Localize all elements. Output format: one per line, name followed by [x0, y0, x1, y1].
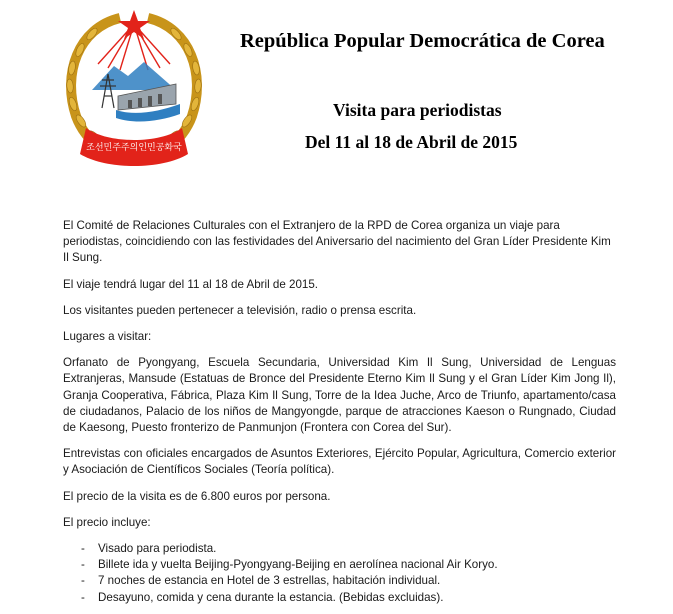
document-body	[63, 218, 616, 606]
places-paragraph: Orfanato de Pyongyang, Escuela Secundaria, Universidad Kim Il Sung, Universidad de Lenguas Extranjeras, Mansude (Estatuas de Bronce del Presidente Eterno Kim Il Sung y el Gran Líder Kim Jong Il), Granja Cooperativa, Fábrica, Plaza Kim Il Sung, Torre de la Idea Juche, Arco de Triunfo, apartamento/casa de ciudadanos, Palacio de los niños de Mangyongde, parque de atracciones Kaeson o Rungnado, Ciudad de Kaesong, Puesto fronterizo de Panmunjon (Frontera con Corea del Sur).	[63, 356, 616, 435]
visitors-paragraph: Los visitantes pueden pertenecer a televisión, radio o prensa escrita.	[63, 303, 417, 317]
includes-list	[63, 541, 616, 606]
state-emblem	[58, 4, 210, 172]
list-item-text: 7 noches de estancia en Hotel de 3 estrellas, habitación individual.	[98, 574, 441, 588]
trip-dates-paragraph: El viaje tendrá lugar del 11 al 18 de Abril de 2015.	[63, 277, 319, 291]
document-dates: Del 11 al 18 de Abril de 2015	[305, 132, 518, 152]
list-item	[63, 573, 616, 589]
emblem-ribbon-text: 조선민주주의인민공화국	[86, 143, 182, 153]
list-item	[63, 541, 616, 557]
list-item	[63, 590, 616, 606]
document-subtitle: Visita para periodistas	[333, 100, 502, 120]
list-item-text: Billete ida y vuelta Beijing-Pyongyang-Beijing en aerolínea nacional Air Koryo.	[98, 558, 498, 572]
list-item-text: Visado para periodista.	[98, 542, 217, 556]
price-paragraph: El precio de la visita es de 6.800 euros por persona.	[63, 489, 331, 503]
intro-paragraph: El Comité de Relaciones Culturales con el Extranjero de la RPD de Corea organiza un viaje para periodistas, coincidiendo con las festividades del Aniversario del nacimiento del Gran Líder Presidente Kim Il Sung.	[63, 219, 611, 265]
list-item-text: Desayuno, comida y cena durante la estancia. (Bebidas excluidas).	[98, 590, 444, 604]
interviews-paragraph: Entrevistas con oficiales encargados de Asuntos Exteriores, Ejército Popular, Agricultura, Comercio exterior y Asociación de Científicos Sociales (Teoría política).	[63, 447, 616, 477]
bullet-dash: -	[81, 558, 85, 572]
places-heading: Lugares a visitar:	[63, 330, 152, 344]
bullet-dash: -	[81, 574, 85, 588]
bullet-dash: -	[81, 542, 85, 556]
includes-heading: El precio incluye:	[63, 515, 151, 529]
list-item	[63, 557, 616, 573]
bullet-dash: -	[81, 590, 85, 604]
document-title: República Popular Democrática de Corea	[240, 30, 605, 52]
